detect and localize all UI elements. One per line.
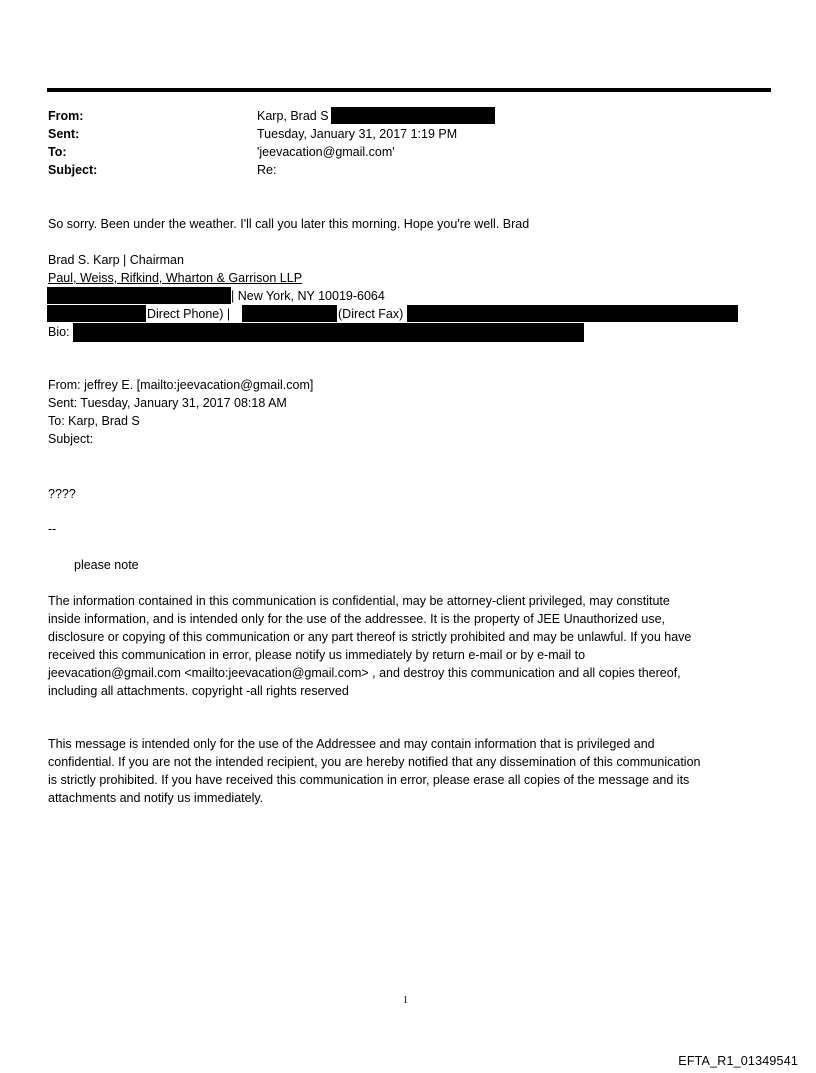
- disclaimer-line: inside information, and is intended only for the use of the addressee. It is the property of JEE Unauthorized use,: [48, 612, 666, 626]
- subject-label: Subject:: [48, 163, 98, 177]
- quoted-sent: Sent: Tuesday, January 31, 2017 08:18 AM: [48, 396, 287, 410]
- signature-bio-label: Bio:: [48, 325, 70, 339]
- redaction-from-email: [331, 107, 495, 124]
- redaction-bio: [73, 323, 584, 342]
- disclaimer-line: disclosure or copying of this communication or any part thereof is strictly prohibited and may be unlawful. If you have: [48, 630, 692, 644]
- disclaimer-line: jeevacation@gmail.com <mailto:jeevacation@gmail.com> , and destroy this communication and all copies thereof,: [48, 666, 681, 680]
- header-rule: [47, 88, 771, 92]
- redaction-address: [47, 287, 231, 304]
- redaction-phone: [47, 305, 146, 322]
- signature-firm: Paul, Weiss, Rifkind, Wharton & Garrison LLP: [48, 271, 303, 285]
- quoted-to: To: Karp, Brad S: [48, 414, 140, 428]
- signature-direct-fax: (Direct Fax): [338, 307, 404, 321]
- to-label: To:: [48, 145, 67, 159]
- quoted-subject: Subject:: [48, 432, 94, 446]
- disclaimer-line: The information contained in this communication is confidential, may be attorney-client privileged, may constitute: [48, 594, 670, 608]
- signature-direct-phone: Direct Phone) |: [147, 307, 231, 321]
- page-number: 1: [403, 995, 408, 1006]
- redaction-email: [407, 305, 738, 322]
- redaction-fax: [242, 305, 337, 322]
- confidentiality-line: This message is intended only for the use of the Addressee and may contain information that is privileged and: [48, 737, 655, 751]
- quoted-separator: --: [48, 522, 57, 536]
- from-label: From:: [48, 109, 84, 123]
- quoted-body: ????: [48, 487, 76, 501]
- sent-value: Tuesday, January 31, 2017 1:19 PM: [257, 127, 458, 141]
- quoted-from: From: jeffrey E. [mailto:jeevacation@gmail.com]: [48, 378, 314, 392]
- message-body: So sorry. Been under the weather. I'll call you later this morning. Hope you're well. Brad: [48, 217, 530, 231]
- confidentiality-line: confidential. If you are not the intended recipient, you are hereby notified that any dissemination of this communication: [48, 755, 701, 769]
- disclaimer-line: received this communication in error, please notify us immediately by return e-mail or by e-mail to: [48, 648, 586, 662]
- confidentiality-line: is strictly prohibited. If you have received this communication in error, please erase all copies of the message and its: [48, 773, 690, 787]
- signature-address: | New York, NY 10019-6064: [231, 289, 385, 303]
- quoted-note: please note: [74, 558, 139, 572]
- subject-value: Re:: [257, 163, 277, 177]
- disclaimer-line: including all attachments. copyright -all rights reserved: [48, 684, 349, 698]
- to-value: 'jeevacation@gmail.com': [257, 145, 395, 159]
- document-id: EFTA_R1_01349541: [678, 1054, 798, 1068]
- from-value: Karp, Brad S: [257, 109, 329, 123]
- sent-label: Sent:: [48, 127, 80, 141]
- signature-name-title: Brad S. Karp | Chairman: [48, 253, 184, 267]
- confidentiality-line: attachments and notify us immediately.: [48, 791, 264, 805]
